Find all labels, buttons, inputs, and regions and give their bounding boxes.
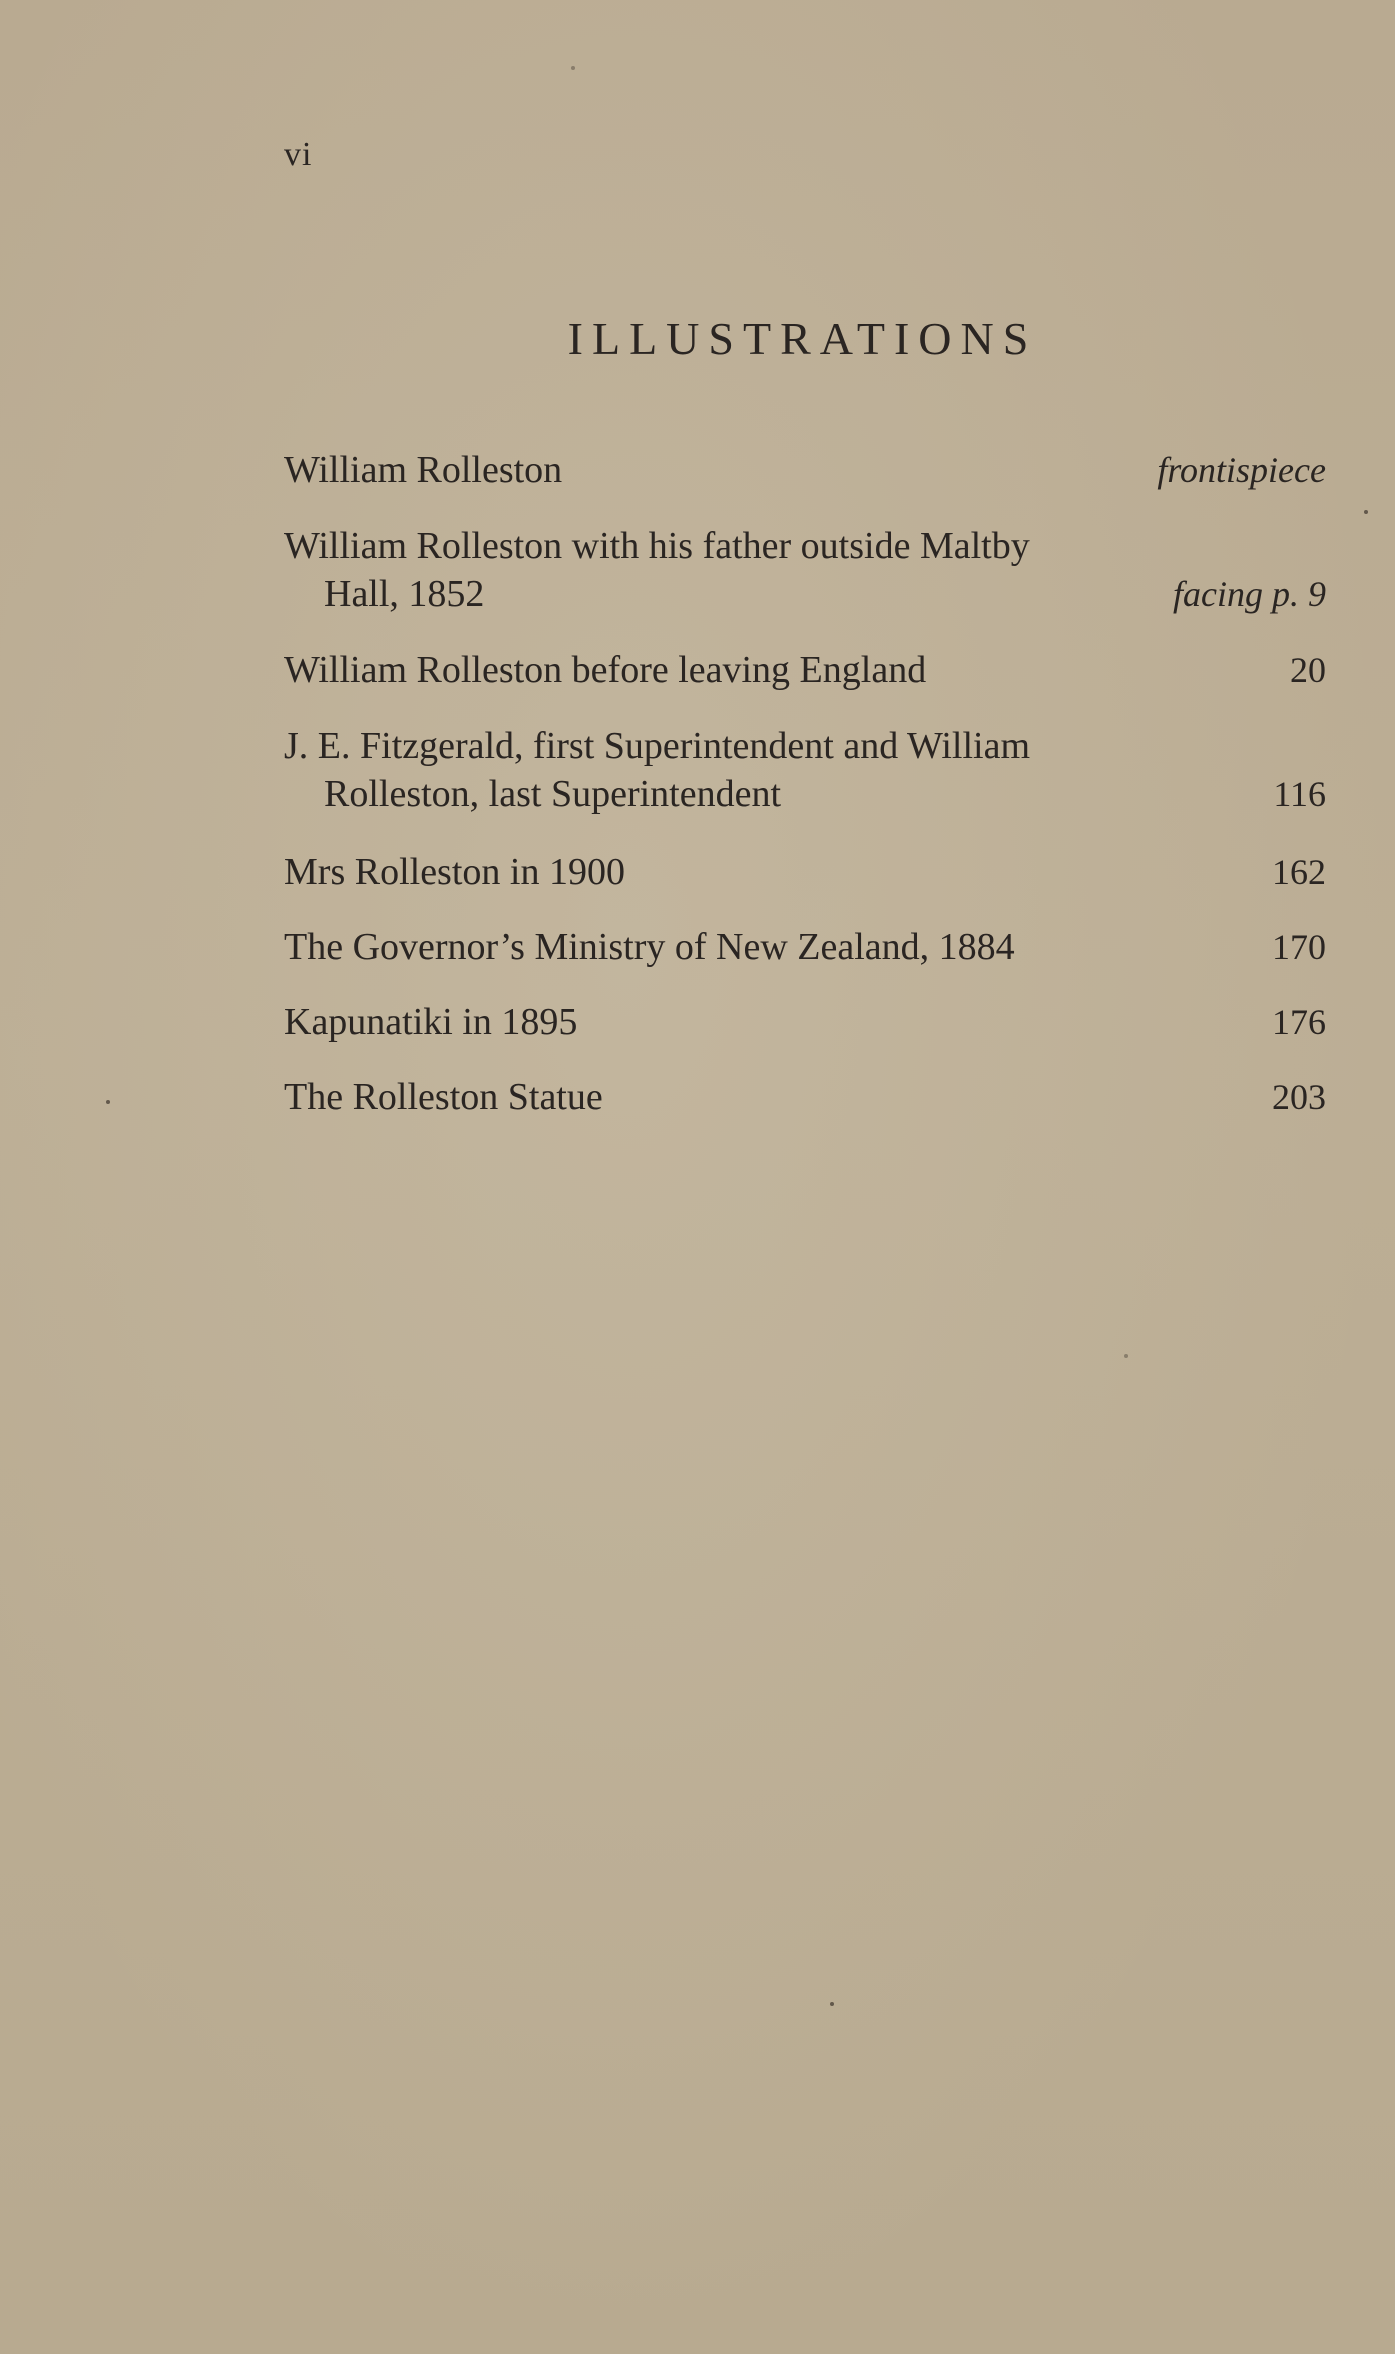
paper-speck	[1364, 510, 1368, 514]
entry-caption: Kapunatiki in 1895	[284, 1001, 578, 1043]
entry-caption: J. E. Fitzgerald, first Superintendent and William	[284, 725, 1031, 767]
entry-page-ref: 203	[1272, 1077, 1326, 1117]
entry-caption-continued: Rolleston, last Superintendent	[324, 773, 782, 815]
entry-page-ref: frontispiece	[1157, 450, 1326, 490]
entry-caption: The Governor’s Ministry of New Zealand, 1884	[284, 926, 1015, 968]
entry-page-ref: 170	[1272, 927, 1326, 967]
entry-page-ref: 162	[1272, 852, 1326, 892]
paper-speck	[106, 1100, 110, 1104]
list-item	[284, 848, 1326, 896]
list-item	[284, 998, 1326, 1046]
list-item	[284, 446, 1326, 494]
entry-caption: Mrs Rolleston in 1900	[284, 851, 625, 893]
entry-caption-continued: Hall, 1852	[324, 573, 485, 615]
entry-caption: William Rolleston before leaving England	[284, 649, 927, 691]
list-item	[284, 923, 1326, 971]
paper-speck	[571, 66, 575, 70]
page-number: vi	[284, 136, 313, 173]
entry-page-ref: 176	[1272, 1002, 1326, 1042]
entry-caption: William Rolleston with his father outside Maltby	[284, 525, 1030, 567]
entry-page-ref: 116	[1273, 774, 1326, 814]
entry-page-ref: facing p. 9	[1173, 574, 1326, 614]
entry-caption: The Rolleston Statue	[284, 1076, 603, 1118]
paper-speck	[830, 2002, 834, 2006]
list-item	[284, 522, 1326, 618]
list-item	[284, 1073, 1326, 1121]
illustrations-list	[284, 446, 1326, 1121]
list-item	[284, 646, 1326, 694]
page-title: ILLUSTRATIONS	[567, 313, 1038, 364]
entry-caption: William Rolleston	[284, 449, 563, 491]
paper-speck	[1124, 1354, 1128, 1358]
entry-page-ref: 20	[1290, 650, 1326, 690]
list-item	[284, 722, 1326, 818]
